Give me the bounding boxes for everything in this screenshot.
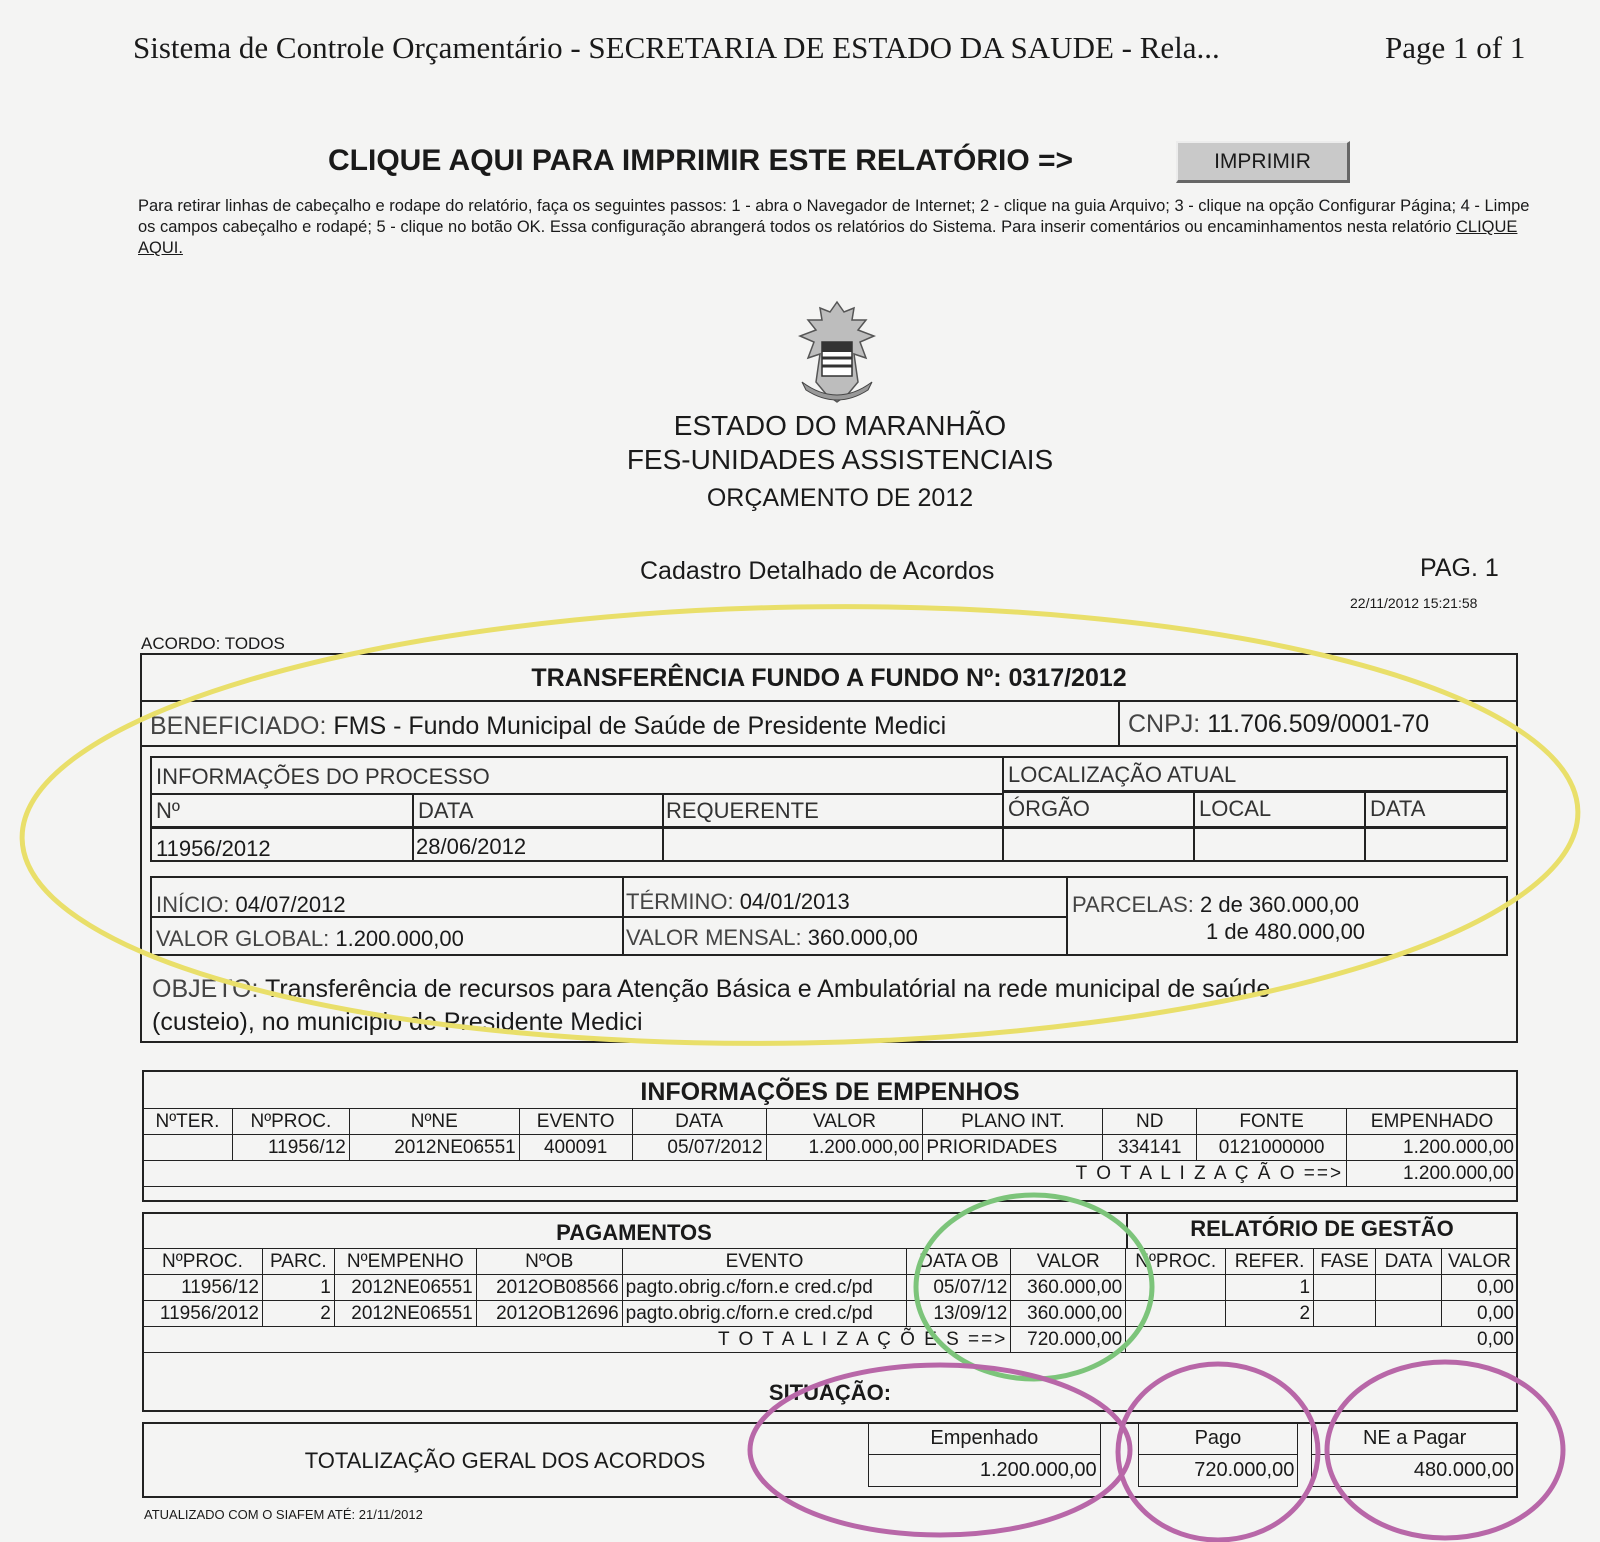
empenhado-header: Empenhado [869,1423,1101,1455]
divider [1193,790,1195,862]
click-here-link[interactable]: CLIQUE AQUI. [138,218,1518,257]
divider [412,793,414,862]
empenhos-header-cell: ND [1103,1109,1197,1135]
valor-global-field [156,926,464,952]
empenhos-total-row [143,1161,1518,1187]
instructions-body: Para retirar linhas de cabeçalho e rodape do relatório, faça os seguintes passos: 1 - abra o Navegador de Internet; 2 - clique na guia Arquivo; 3 - clique na opção Configurar Página; 4 - Limpe os campos cabeçalho e rodapé; 5 - clique no botão OK. Essa configuração abrangerá todos os relatórios do Sistema. Para inserir comentários ou encaminhamentos nesta relatório [138,197,1530,236]
divider [1002,756,1004,862]
gestao-total-value: 0,00 [1126,1327,1518,1353]
empenhos-title: INFORMAÇÕES DE EMPENHOS [640,1078,1020,1106]
col-process-date: DATA [418,798,474,823]
document-header-title: Sistema de Controle Orçamentário - SECRETARIA DE ESTADO DA SAUDE - Rela... [133,30,1220,65]
divider [1364,790,1366,862]
objeto-line1: Transferência de recursos para Atenção Básica e Ambulatórial na rede municipal de saúde [265,975,1271,1003]
empenhos-total-value: 1.200.000,00 [1347,1161,1518,1187]
empenhos-table [142,1108,1518,1187]
table-cell: 1.200.000,00 [1347,1135,1518,1161]
beneficiado-field [150,712,946,741]
termino-label: TÉRMINO: [626,889,734,914]
empenhos-header-cell: NºNE [349,1109,519,1135]
pagamentos-header-cell: PARC. [262,1249,334,1275]
table-cell: 0,00 [1441,1275,1517,1301]
totalizacao-table [868,1422,1518,1487]
location-heading: LOCALIZAÇÃO ATUAL [1008,762,1237,787]
table-cell: 400091 [519,1135,632,1161]
table-cell: 1.200.000,00 [766,1135,923,1161]
table-cell: 11956/12 [143,1275,263,1301]
table-cell: 2012NE06551 [334,1275,476,1301]
spacer-cell [1298,1423,1312,1455]
gestao-header-cell: FASE [1314,1249,1376,1275]
table-row [143,1135,1518,1161]
cnpj-value: 11.706.509/0001-70 [1207,710,1430,738]
report-subtitle: Cadastro Detalhado de Acordos [640,557,995,585]
totalizacao-geral-label: TOTALIZAÇÃO GERAL DOS ACORDOS [304,1448,706,1473]
state-coat-of-arms-icon [782,298,892,408]
col-local: LOCAL [1199,796,1272,821]
pagamentos-title: PAGAMENTOS [556,1220,712,1245]
parcelas-line2: 1 de 480.000,00 [1206,919,1366,944]
gestao-header-cell: NºPROC. [1126,1249,1226,1275]
empenhos-header-cell: NºPROC. [232,1109,349,1135]
pagamentos-header-cell: NºOB [476,1249,622,1275]
table-cell: pagto.obrig.c/forn.e cred.c/pd [622,1301,907,1327]
table-cell: 05/07/12 [907,1275,1011,1301]
footer-siafem-update: ATUALIZADO COM O SIAFEM ATÉ: 21/11/2012 [144,1507,423,1522]
beneficiado-value: FMS - Fundo Municipal de Saúde de Presidente Medici [333,712,947,740]
pagamentos-table [142,1248,1518,1353]
gestao-header-cell: REFER. [1226,1249,1314,1275]
pagamentos-header-cell: NºPROC. [143,1249,263,1275]
valor-global-label: VALOR GLOBAL: [156,926,330,951]
cnpj-label: CNPJ: [1128,710,1201,738]
pago-header: Pago [1138,1423,1298,1455]
table-cell: 0121000000 [1197,1135,1347,1161]
termino-field [626,889,850,915]
inicio-field [156,892,346,918]
table-cell: 2012NE06551 [349,1135,519,1161]
print-button[interactable]: IMPRIMIR [1176,141,1350,183]
divider [150,793,1002,795]
col-process-number: Nº [156,798,180,823]
instructions-text [138,196,1538,259]
table-cell: pagto.obrig.c/forn.e cred.c/pd [622,1275,907,1301]
pagamentos-header-cell: EVENTO [622,1249,907,1275]
beneficiado-label: BENEFICIADO: [150,712,327,740]
table-cell: 334141 [1103,1135,1197,1161]
pagamentos-header-cell: DATA OB [907,1249,1011,1275]
empenhado-value: 1.200.000,00 [869,1455,1101,1487]
totalizacao-header-row [869,1423,1518,1455]
pagamentos-header-row [143,1249,1518,1275]
table-cell: 1 [1226,1275,1314,1301]
divider [1118,700,1120,745]
situacao-label: SITUAÇÃO: [768,1380,892,1405]
gestao-title: RELATÓRIO DE GESTÃO [1190,1216,1454,1241]
table-cell: 360.000,00 [1011,1301,1126,1327]
parcelas-label: PARCELAS: [1072,892,1194,917]
empenhos-header-cell: EVENTO [519,1109,632,1135]
table-cell [1314,1275,1376,1301]
parcelas-field [1072,892,1359,918]
acordo-filter: ACORDO: TODOS [141,634,285,653]
pagamentos-header-cell: NºEMPENHO [334,1249,476,1275]
table-cell: 11956/12 [232,1135,349,1161]
pagamentos-total-value: 720.000,00 [1011,1327,1126,1353]
table-cell: 2012OB12696 [476,1301,622,1327]
divider [662,793,664,862]
transfer-title: TRANSFERÊNCIA FUNDO A FUNDO Nº: 0317/2012 [531,664,1127,692]
gestao-header-cell: VALOR [1441,1249,1517,1275]
table-cell: 2012OB08566 [476,1275,622,1301]
col-orgao: ÓRGÃO [1008,796,1090,821]
spacer-cell [1100,1423,1138,1455]
empenhos-header-cell: EMPENHADO [1347,1109,1518,1135]
divider [140,700,1518,702]
process-date: 28/06/2012 [416,834,527,859]
valor-mensal-field [626,925,918,951]
ne-a-pagar-header: NE a Pagar [1312,1423,1518,1455]
table-cell: 0,00 [1441,1301,1517,1327]
table-cell: PRIORIDADES [923,1135,1103,1161]
divider [1002,790,1508,793]
table-cell [1376,1301,1442,1327]
table-cell: 1 [262,1275,334,1301]
state-name: ESTADO DO MARANHÃO [673,410,1007,441]
table-cell: 05/07/2012 [632,1135,766,1161]
valor-mensal-value: 360.000,00 [807,925,918,950]
valor-mensal-label: VALOR MENSAL: [626,925,802,950]
pagamentos-total-label: T O T A L I Z A Ç Õ E S ==> [143,1327,1011,1353]
process-info-heading: INFORMAÇÕES DO PROCESSO [156,764,490,789]
spacer-cell [1100,1455,1138,1487]
objeto-line2: (custeio), no municipio de Presidente Medici [152,1008,643,1036]
empenhos-header-cell: NºTER. [143,1109,233,1135]
table-row [143,1301,1518,1327]
table-cell: 360.000,00 [1011,1275,1126,1301]
budget-year: ORÇAMENTO DE 2012 [706,484,974,512]
table-row [143,1275,1518,1301]
print-instruction-label: CLIQUE AQUI PARA IMPRIMIR ESTE RELATÓRIO => [328,144,1074,177]
empenhos-header-cell: PLANO INT. [923,1109,1103,1135]
process-number: 11956/2012 [156,836,271,861]
report-timestamp: 22/11/2012 15:21:58 [1350,595,1478,611]
empenhos-header-cell: FONTE [1197,1109,1347,1135]
pagamentos-total-row [143,1327,1518,1353]
col-location-date: DATA [1370,796,1426,821]
divider [140,745,1518,747]
page-indicator: Page 1 of 1 [1385,30,1526,65]
col-requerente: REQUERENTE [666,798,819,823]
empenhos-total-label: T O T A L I Z A Ç Ã O ==> [143,1161,1347,1187]
cnpj-field [1128,710,1429,739]
empenhos-header-cell: VALOR [766,1109,923,1135]
inicio-value: 04/07/2012 [235,892,346,917]
divider [150,826,1508,829]
pago-value: 720.000,00 [1138,1455,1298,1487]
empenhos-header-row [143,1109,1518,1135]
valor-global-value: 1.200.000,00 [335,926,464,951]
inicio-label: INÍCIO: [156,892,230,917]
table-cell: 11956/2012 [143,1301,263,1327]
ne-a-pagar-value: 480.000,00 [1312,1455,1518,1487]
parcelas-line1: 2 de 360.000,00 [1199,892,1360,917]
table-cell: 2 [262,1301,334,1327]
termino-value: 04/01/2013 [739,889,850,914]
table-cell [1314,1301,1376,1327]
table-cell [1126,1301,1226,1327]
table-cell [1376,1275,1442,1301]
table-cell [143,1135,233,1161]
pagamentos-header-cell: VALOR [1011,1249,1126,1275]
divider [1066,876,1068,956]
objeto-field [152,975,1270,1004]
totalizacao-value-row [869,1455,1518,1487]
table-cell: 13/09/12 [907,1301,1011,1327]
objeto-label: OBJETO: [152,975,259,1003]
report-page-number: PAG. 1 [1420,554,1499,582]
empenhos-header-cell: DATA [632,1109,766,1135]
gestao-header-cell: DATA [1376,1249,1442,1275]
table-cell: 2 [1226,1301,1314,1327]
spacer-cell [1298,1455,1312,1487]
unit-name: FES-UNIDADES ASSISTENCIAIS [626,444,1054,475]
table-cell [1126,1275,1226,1301]
table-cell: 2012NE06551 [334,1301,476,1327]
